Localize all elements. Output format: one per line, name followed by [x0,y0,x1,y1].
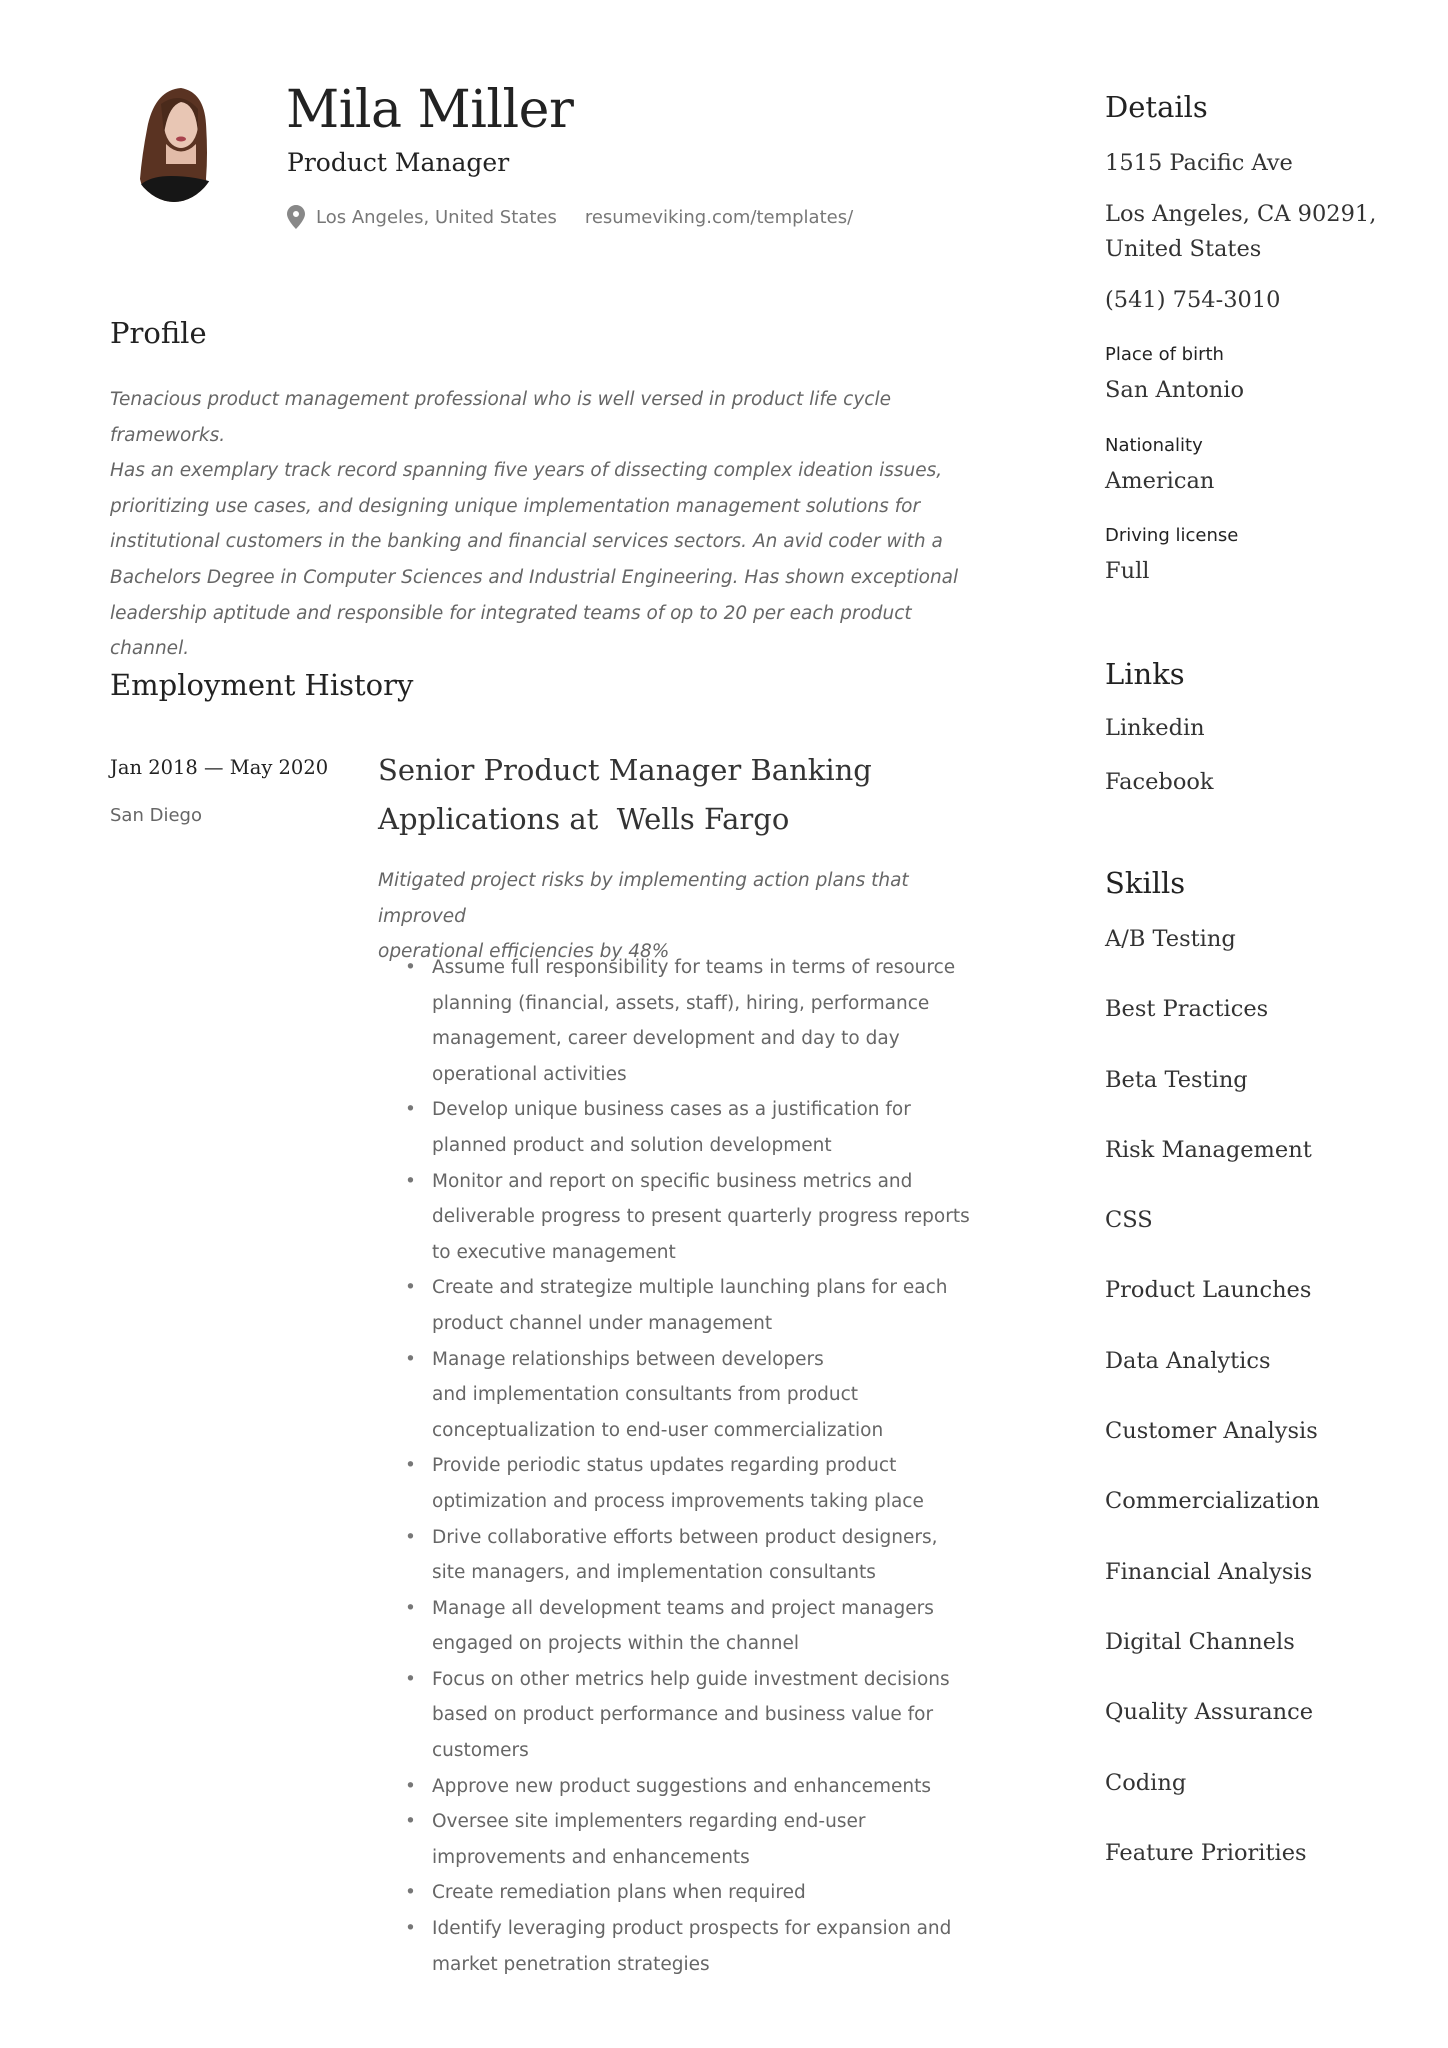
job-bullet-line: conceptualization to end-user commercialization [432,1419,884,1441]
job-bullet-line: • Approve new product suggestions and enhancements [432,1775,932,1797]
skill-item: Digital Channels [1105,1628,1295,1655]
job-bullets [405,950,995,1982]
job-location: San Diego [110,805,202,826]
employment-heading: Employment History [110,668,414,702]
job-summary-line: operational efficiencies by 48% [378,941,670,963]
job-bullet-line: • Monitor and report on specific business metrics and [432,1170,913,1192]
address-line: 1515 Pacific Ave [1105,150,1293,176]
job-bullet-line: operational activities [432,1063,627,1085]
job-bullet [405,1804,995,1875]
skill-item: Beta Testing [1105,1066,1248,1093]
job-bullet-line: • Provide periodic status updates regarding product [432,1455,897,1477]
candidate-name: Mila Miller [286,80,574,140]
place-of-birth: San Antonio [1105,377,1245,403]
profile-text [110,382,990,667]
skill-item: Product Launches [1105,1277,1312,1304]
phone: (541) 754-3010 [1105,287,1281,313]
candidate-title: Product Manager [287,148,510,177]
job-bullet-line: deliverable progress to present quarterly progress reports [432,1206,970,1228]
job-bullet [405,1448,995,1519]
job-bullet [405,1164,995,1271]
job-bullet-line: customers [432,1740,529,1762]
job-bullet-line: • Identify leveraging product prospects for expansion and [432,1918,952,1940]
skill-item: Financial Analysis [1105,1558,1313,1585]
nationality: American [1105,468,1215,494]
skills-list [1105,926,1425,1910]
location-pin-icon [287,205,305,229]
link-facebook[interactable]: Facebook [1105,769,1214,795]
job-dates: Jan 2018 — May 2020 [110,756,329,779]
job-bullet-line: improvements and enhancements [432,1846,750,1868]
job-bullet-line: • Focus on other metrics help guide investment decisions [432,1668,950,1690]
job-bullet [405,1591,995,1662]
job-bullet [405,1662,995,1769]
skill-item: Best Practices [1105,996,1269,1023]
job-bullet-line: planned product and solution development [432,1134,832,1156]
nationality-label: Nationality [1105,435,1203,456]
skill-item: Commercialization [1105,1488,1320,1515]
driving-license: Full [1105,558,1150,584]
avatar [126,84,222,202]
skill-item: Coding [1105,1769,1187,1796]
job-bullet [405,1875,995,1911]
job-bullet-line: • Assume full responsibility for teams in terms of resource [432,957,956,978]
job-bullet [405,1342,995,1449]
skill-item: Data Analytics [1105,1347,1271,1374]
driving-license-label: Driving license [1105,525,1239,546]
sidebar [1105,90,1425,1910]
website-link[interactable]: resumeviking.com/templates/ [584,206,854,228]
job-bullet-line: optimization and process improvements taking place [432,1490,924,1512]
job-bullet [405,1520,995,1591]
profile-heading: Profile [110,316,207,350]
profile-line: prioritizing use cases, and designing unique implementation management solutions for [110,495,921,517]
job-bullet-line: • Oversee site implementers regarding end-user [432,1811,866,1833]
job-bullet-line: planning (financial, assets, staff), hiring, performance [432,992,930,1014]
job-bullet-line: market penetration strategies [432,1953,710,1975]
skill-item: Feature Priorities [1105,1839,1307,1866]
job-bullet-line: • Create remediation plans when required [432,1882,806,1904]
job-title-line: Senior Product Manager Banking [378,753,872,787]
skills-heading: Skills [1105,866,1186,900]
job-bullet [405,1270,995,1341]
job-title-line: Applications at Wells Fargo [378,802,790,836]
skill-item: Risk Management [1105,1136,1312,1163]
profile-line: leadership aptitude and responsible for integrated teams of op to 20 per each product channel. [110,602,912,660]
job-bullet [405,1911,995,1982]
job-bullet-line: management, career development and day to day [432,1028,900,1050]
job-title [378,746,898,844]
links-heading: Links [1105,657,1185,691]
skill-item: CSS [1105,1207,1153,1234]
profile-line: Bachelors Degree in Computer Sciences and Industrial Engineering. Has shown exceptional [110,566,959,588]
profile-line: Tenacious product management professional who is well versed in product life cycle frameworks. [110,389,891,446]
address-line: Los Angeles, CA 90291, [1105,201,1377,227]
job-summary-line: Mitigated project risks by implementing action plans that improved [378,870,909,927]
skill-item: Quality Assurance [1105,1699,1314,1726]
skill-item: A/B Testing [1105,926,1236,952]
place-of-birth-label: Place of birth [1105,344,1224,365]
job-bullet-line: engaged on projects within the channel [432,1633,800,1655]
job-bullet-line: • Drive collaborative efforts between product designers, [432,1526,938,1548]
job-bullet-line: • Manage relationships between developers [432,1348,824,1370]
skill-item: Customer Analysis [1105,1418,1318,1445]
job-bullet [405,1769,995,1805]
job-bullet-line: and implementation consultants from product [432,1384,859,1406]
profile-line: institutional customers in the banking and financial services sectors. An avid coder with a [110,531,943,553]
job-bullet-line: • Create and strategize multiple launching plans for each [432,1277,948,1299]
contact-line [287,205,853,229]
location-text: Los Angeles, United States [316,206,557,228]
job-bullet-line: product channel under management [432,1312,773,1334]
link-linkedin[interactable]: Linkedin [1105,715,1205,741]
job-bullet-line: to executive management [432,1241,676,1263]
job-bullet-line: • Manage all development teams and project managers [432,1597,934,1619]
job-bullet [405,950,995,1092]
job-bullet-line: based on product performance and business value for [432,1704,934,1726]
address-line: United States [1105,236,1262,262]
job-bullet-line: site managers, and implementation consultants [432,1562,876,1584]
job-bullet-line: • Develop unique business cases as a justification for [432,1099,911,1121]
job-bullet [405,1092,995,1163]
profile-line: Has an exemplary track record spanning five years of dissecting complex ideation issues, [110,460,943,482]
details-heading: Details [1105,90,1208,124]
